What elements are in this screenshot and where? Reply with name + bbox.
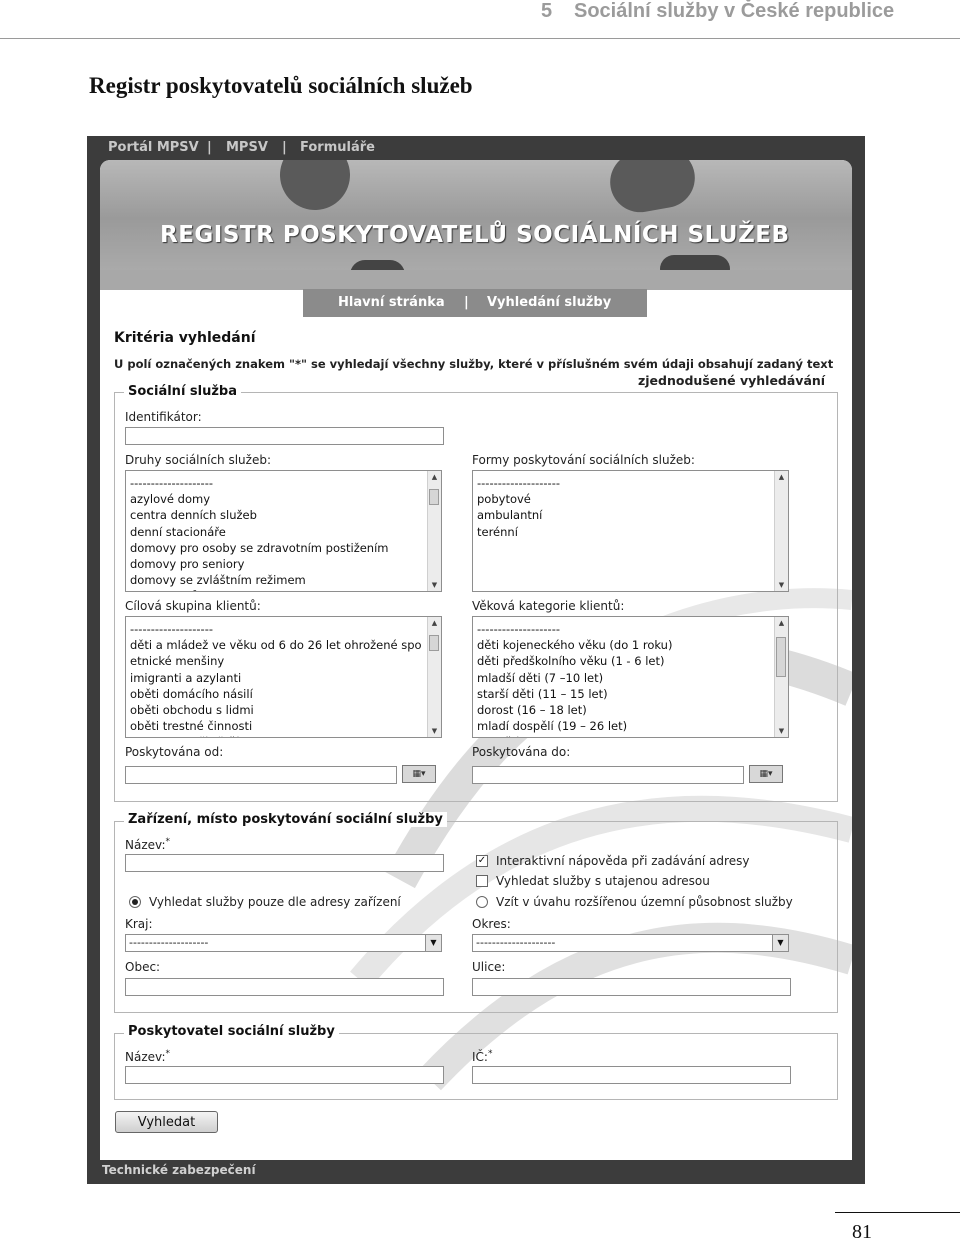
scroll-down-icon[interactable]: ▼ [778,727,785,735]
list-option[interactable] [130,734,427,738]
chapter-number: 5 [541,0,553,22]
provided-to-label: Poskytována do: [472,745,571,759]
list-option[interactable]: terénní [477,524,518,539]
banner-photo-shape [270,160,360,220]
street-label: Ulice: [472,960,506,974]
scroll-up-icon[interactable]: ▲ [778,473,785,481]
menu-item-search[interactable]: Vyhledání služby [487,295,612,310]
provider-legend: Poskytovatel sociální služby [124,1024,339,1039]
age-category-listbox[interactable] [472,616,789,738]
list-option[interactable]: oběti obchodu s lidmi [130,703,254,718]
district-label: Okres: [472,917,511,931]
criteria-heading: Kritéria vyhledání [114,330,256,346]
list-option[interactable]: mladí dospělí (19 – 26 let) [477,719,628,734]
scroll-thumb[interactable] [429,635,439,651]
town-label: Obec: [125,960,161,974]
facility-address-radio[interactable] [129,896,141,908]
search-note: U polí označených znakem "*" se vyhledají všechny služby, které v příslušném svém údaji obsahují zadaný text [114,357,834,371]
list-option[interactable]: mladší děti (7 –10 let) [477,670,604,685]
facility-address-radio-label: Vyhledat služby pouze dle adresy zařízení [149,895,401,909]
scrollbar[interactable] [427,617,441,737]
banner-photo-shape [605,160,699,217]
target-group-label: Cílová skupina klientů: [125,599,261,613]
provided-from-input[interactable] [125,766,397,784]
interactive-help-checkbox[interactable]: ✓ [477,855,487,866]
scroll-down-icon[interactable]: ▼ [431,727,438,735]
list-option[interactable]: imigranti a azylanti [130,670,242,685]
social-service-legend: Sociální služba [124,384,241,399]
list-option[interactable]: starší děti (11 – 15 let) [477,686,608,701]
service-types-listbox[interactable] [125,470,442,592]
nav-link-mpsv[interactable]: MPSV [226,140,268,155]
list-option[interactable]: domovy se zvláštním režimem [130,573,306,588]
footer-bar [87,1160,865,1184]
search-button[interactable]: Vyhledat [115,1111,218,1133]
nav-link-forms[interactable]: Formuláře [300,140,375,155]
town-input[interactable] [125,978,444,996]
list-option[interactable]: -------------------- [130,476,213,490]
list-option[interactable]: azylové domy [130,492,211,507]
region-label: Kraj: [125,917,153,931]
age-category-label: Věková kategorie klientů: [472,599,625,613]
list-option[interactable]: domovy pro seniory [130,557,245,572]
scrollbar[interactable] [774,617,788,737]
list-option[interactable]: denní stacionáře [130,524,226,539]
page-number [835,1212,960,1242]
running-header [0,0,960,39]
list-option[interactable]: děti předškolního věku (1 - 6 let) [477,654,665,669]
provided-from-label: Poskytována od: [125,745,224,759]
provider-name-input[interactable] [125,1066,444,1084]
list-option[interactable]: ambulantní [477,508,543,523]
scrollbar[interactable] [427,471,441,591]
street-input[interactable] [472,978,791,996]
list-option[interactable]: domovy pro osoby se zdravotním postižením [130,540,389,555]
calendar-icon[interactable]: ▦▾ [749,765,783,783]
chevron-down-icon[interactable]: ▼ [772,935,788,951]
ico-input[interactable] [472,1066,791,1084]
scroll-thumb[interactable] [776,637,786,677]
scroll-down-icon[interactable]: ▼ [431,581,438,589]
registry-screenshot [87,136,865,1184]
chevron-down-icon[interactable]: ▼ [425,935,441,951]
banner-photo-shape [100,270,852,290]
facility-legend: Zařízení, místo poskytování sociální služby [124,812,447,827]
list-option[interactable]: -------------------- [130,622,213,636]
list-option[interactable]: -------------------- [477,622,560,636]
provided-to-input[interactable] [472,766,744,784]
top-navigation [87,136,865,160]
district-select[interactable]: -------------------- ▼ [472,934,789,952]
page-number-text: 81 [852,1221,872,1243]
page-content [100,160,852,1160]
nav-separator: | [207,140,212,155]
region-select[interactable]: -------------------- ▼ [125,934,442,952]
nav-separator: | [282,140,287,155]
scroll-down-icon[interactable]: ▼ [778,581,785,589]
list-option[interactable]: oběti trestné činnosti [130,719,253,734]
banner-title: REGISTR POSKYTOVATELŮ SOCIÁLNÍCH SLUŽEB [160,222,790,248]
chapter-title: Sociální služby v České republice [574,0,895,22]
simplified-search-link[interactable]: zjednodušené vyhledávání [638,373,826,388]
list-option[interactable]: děti kojeneckého věku (do 1 roku) [477,638,673,653]
list-option[interactable]: centra denních služeb [130,508,257,523]
extended-area-radio-label: Vzít v úvahu rozšířenou územní působnost služby [496,895,793,909]
identifier-label: Identifikátor: [125,410,202,424]
list-option[interactable]: pobytové [477,492,531,507]
target-group-listbox[interactable] [125,616,442,738]
service-types-label: Druhy sociálních služeb: [125,453,272,467]
service-forms-label: Formy poskytování sociálních služeb: [472,453,695,467]
list-option[interactable]: děti a mládež ve věku od 6 do 26 let ohrožené spo [130,638,422,653]
list-option[interactable]: oběti domácího násilí [130,686,253,701]
identifier-input[interactable] [125,427,444,445]
list-option[interactable]: -------------------- [477,476,560,490]
header-banner [100,160,852,290]
calendar-icon[interactable]: ▦▾ [402,765,436,783]
interactive-help-label: Interaktivní nápověda při zadávání adresy [496,854,750,868]
scroll-up-icon[interactable]: ▲ [431,619,438,627]
hidden-address-checkbox[interactable] [476,875,488,887]
ico-label: IČ:* [472,1049,493,1064]
facility-name-label: Název:* [125,837,170,852]
list-option[interactable] [130,588,427,592]
nav-link-portal[interactable]: Portál MPSV [108,140,199,155]
menu-item-home[interactable]: Hlavní stránka [338,295,445,310]
list-option[interactable] [477,734,774,738]
provider-name-label: Název:* [125,1049,170,1064]
scroll-up-icon[interactable]: ▲ [778,619,785,627]
list-option[interactable]: dorost (16 – 18 let) [477,703,587,718]
main-menu [303,289,647,317]
scroll-up-icon[interactable]: ▲ [431,473,438,481]
scrollbar[interactable] [774,471,788,591]
list-option[interactable]: etnické menšiny [130,654,225,669]
section-heading: Registr poskytovatelů sociálních služeb [89,73,473,98]
extended-area-radio[interactable] [476,896,488,908]
service-forms-listbox[interactable] [472,470,789,592]
facility-name-input[interactable] [125,854,444,872]
menu-separator: | [464,295,469,310]
scroll-thumb[interactable] [429,489,439,505]
hidden-address-label: Vyhledat služby s utajenou adresou [496,874,710,888]
technical-support-link[interactable]: Technické zabezpečení [102,1163,256,1177]
